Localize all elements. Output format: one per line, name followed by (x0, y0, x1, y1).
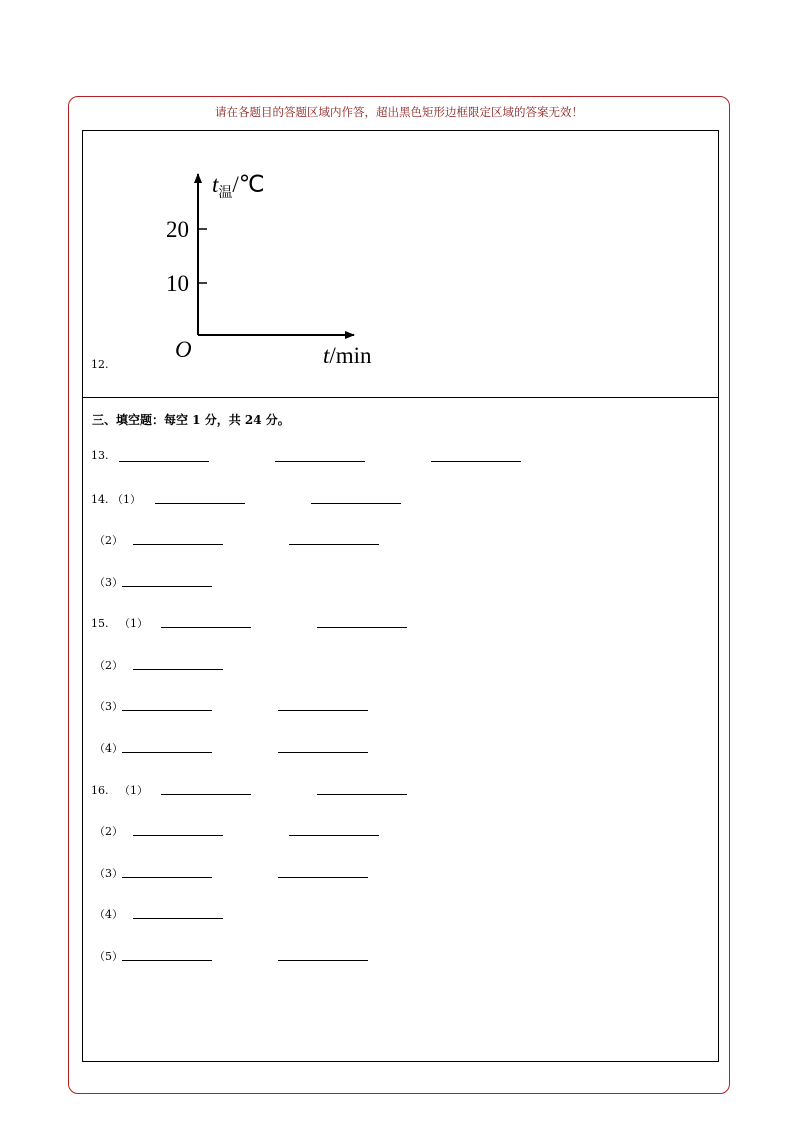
q14-part1-label: 14. （1） (91, 493, 141, 506)
answer-blank[interactable] (133, 669, 223, 670)
answer-blank[interactable] (122, 710, 212, 711)
q15-part4-row (0, 740, 794, 756)
q14-part3-label: （3） (94, 576, 123, 589)
q16-part1-label: 16. （1） (91, 784, 148, 797)
answer-blank[interactable] (122, 752, 212, 753)
q15-part2-label: （2） (94, 659, 123, 672)
answer-blank[interactable] (278, 710, 368, 711)
answer-blank[interactable] (278, 960, 368, 961)
q13-row (0, 449, 794, 465)
q13-label: 13. (91, 449, 109, 462)
answer-blank[interactable] (122, 877, 212, 878)
q16-part2-row (0, 823, 794, 839)
question-12-number: 12. (91, 358, 109, 371)
q15-part1-label: 15. （1） (91, 617, 148, 630)
answer-blank[interactable] (317, 627, 407, 628)
y-tick-label-20: 20 (166, 217, 189, 242)
q14-part2-row (0, 532, 794, 548)
answer-blank[interactable] (278, 877, 368, 878)
answer-blank[interactable] (133, 544, 223, 545)
answer-blank[interactable] (317, 794, 407, 795)
q15-part2-row (0, 657, 794, 673)
q16-part4-row (0, 906, 794, 922)
answer-area-warning: 请在各题目的答题区域内作答，超出黑色矩形边框限定区域的答案无效！ (215, 105, 583, 119)
answer-blank[interactable] (133, 835, 223, 836)
origin-label: O (175, 337, 192, 362)
q14-part2-label: （2） (94, 534, 123, 547)
answer-blank[interactable] (119, 461, 209, 462)
answer-blank[interactable] (311, 503, 401, 504)
q16-part5-row (0, 948, 794, 964)
answer-blank[interactable] (289, 544, 379, 545)
answer-blank[interactable] (431, 461, 521, 462)
x-axis-label: t/min (323, 343, 372, 368)
answer-blank[interactable] (155, 503, 245, 504)
q16-part1-row (0, 782, 794, 798)
answer-blank[interactable] (133, 918, 223, 919)
answer-blank[interactable] (275, 461, 365, 462)
q16-part5-label: （5） (94, 950, 123, 963)
q15-part1-row (0, 615, 794, 631)
q15-part3-label: （3） (94, 700, 123, 713)
y-tick-label-10: 10 (166, 271, 189, 296)
answer-blank[interactable] (289, 835, 379, 836)
answer-blank[interactable] (122, 586, 212, 587)
section-3-title: 三、填空题：每空 1 分，共 24 分。 (92, 413, 290, 427)
q16-part4-label: （4） (94, 908, 123, 921)
q16-part2-label: （2） (94, 825, 123, 838)
answer-blank[interactable] (278, 752, 368, 753)
q14-part3-row (0, 574, 794, 590)
section-divider (82, 397, 719, 398)
answer-blank[interactable] (161, 627, 251, 628)
answer-blank[interactable] (161, 794, 251, 795)
answer-blank[interactable] (122, 960, 212, 961)
q15-part3-row (0, 698, 794, 714)
q15-part4-label: （4） (94, 742, 123, 755)
q16-part3-label: （3） (94, 867, 123, 880)
q16-part3-row (0, 865, 794, 881)
q14-part1-row (0, 491, 794, 507)
y-axis-label: $t_温/℃$ (212, 172, 265, 201)
temperature-time-graph (150, 160, 410, 375)
